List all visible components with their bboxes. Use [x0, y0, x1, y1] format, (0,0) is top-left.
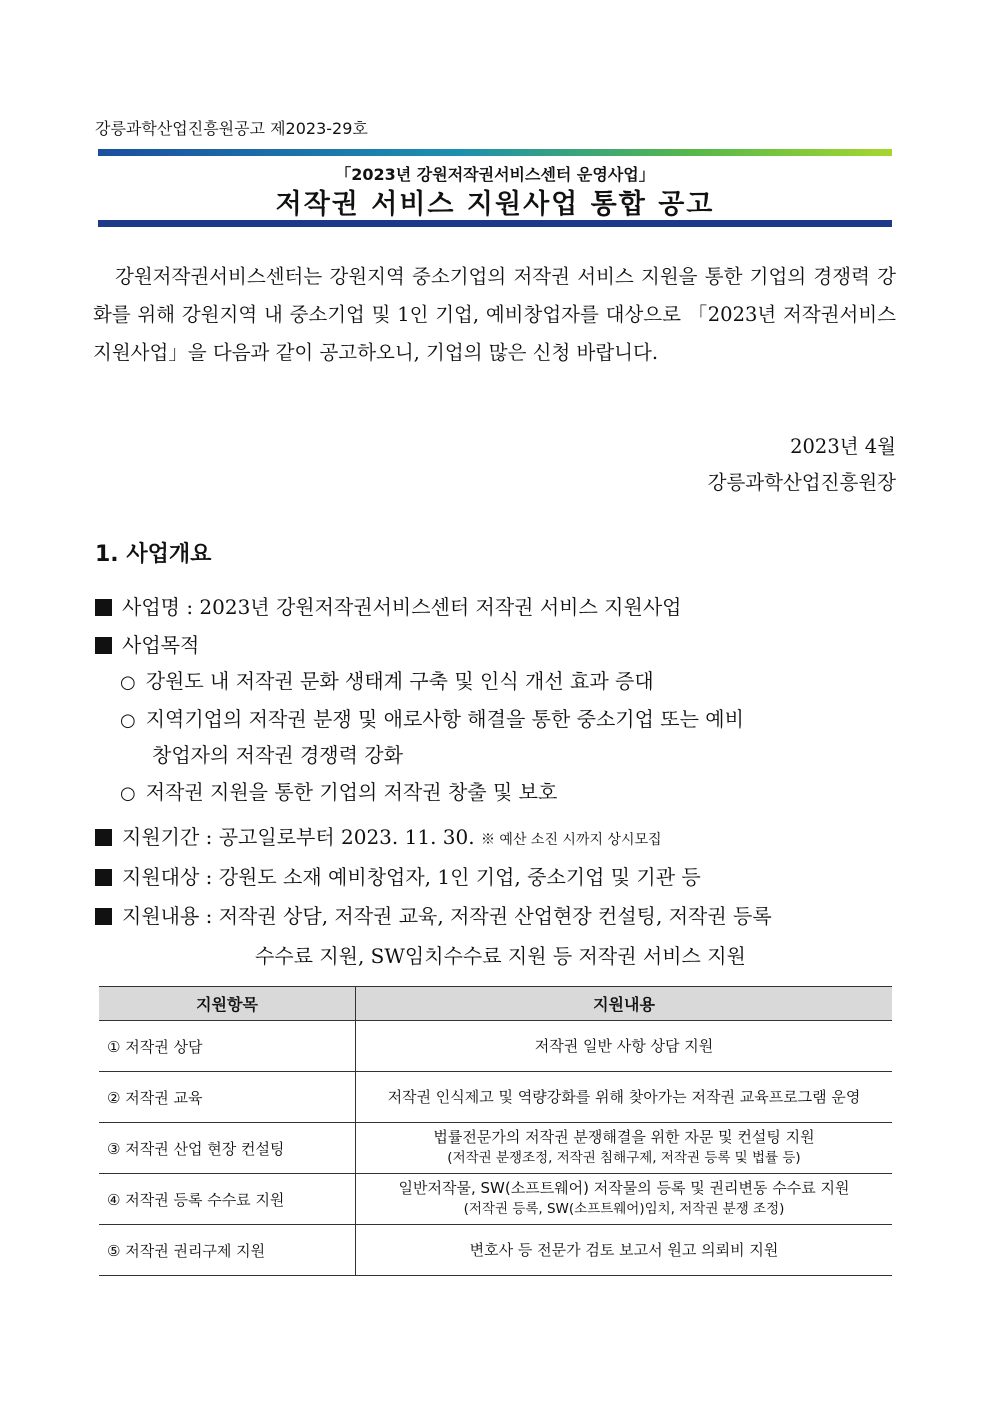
project-name	[95, 591, 681, 620]
square-bullet-icon	[95, 637, 112, 654]
purpose-item	[120, 665, 654, 694]
support-item-cell: ③ 저작권 산업 현장 컨설팅	[99, 1123, 356, 1174]
purpose-item	[120, 703, 744, 732]
table-row	[99, 1072, 892, 1123]
support-content-text: 지원내용 : 저작권 상담, 저작권 교육, 저작권 산업현장 컨설팅, 저작권 등록	[122, 904, 772, 928]
square-bullet-icon	[95, 908, 112, 925]
intro-paragraph: 강원저작권서비스센터는 강원지역 중소기업의 저작권 서비스 지원을 통한 기업의 경쟁력 강화를 위해 강원지역 내 중소기업 및 1인 기업, 예비창업자를 대상으로 「2023년 저작권서비스 지원사업」을 다음과 같이 공고하오니, 기업의 많은 신청 바랍니다.	[93, 265, 896, 364]
support-content-sub: (저작권 분쟁조정, 저작권 침해구제, 저작권 등록 및 법률 등)	[447, 1150, 801, 1166]
support-items-table	[99, 986, 892, 1276]
square-bullet-icon	[95, 599, 112, 616]
support-content-sub: (저작권 등록, SW(소프트웨어)임치, 저작권 분쟁 조정)	[463, 1201, 785, 1217]
square-bullet-icon	[95, 869, 112, 886]
square-bullet-icon	[95, 829, 112, 846]
circle-bullet-icon: ○	[120, 783, 136, 804]
support-content-main: 변호사 등 전문가 검토 보고서 원고 의뢰비 지원	[469, 1240, 779, 1259]
support-target	[95, 861, 701, 890]
support-content	[95, 900, 772, 929]
support-item-cell: ⑤ 저작권 권리구제 지원	[99, 1225, 356, 1276]
circle-bullet-icon: ○	[120, 672, 136, 693]
issuing-organization: 강릉과학산업진흥원장	[707, 471, 896, 494]
column-header-item: 지원항목	[99, 987, 356, 1021]
support-content-cell	[356, 1123, 893, 1174]
document-title: 저작권 서비스 지원사업 통합 공고	[275, 189, 715, 220]
purpose-item-text: 저작권 지원을 통한 기업의 저작권 창출 및 보호	[145, 780, 558, 804]
support-target-text: 지원대상 : 강원도 소재 예비창업자, 1인 기업, 중소기업 및 기관 등	[122, 865, 701, 889]
support-item-cell: ② 저작권 교육	[99, 1072, 356, 1123]
support-content-main: 일반저작물, SW(소프트웨어) 저작물의 등록 및 권리변동 수수료 지원	[398, 1179, 850, 1197]
support-content-cell	[356, 1225, 893, 1276]
purpose-item-continued: 창업자의 저작권 경쟁력 강화	[152, 743, 403, 767]
section-title: 1. 사업개요	[95, 542, 212, 567]
support-content-main: 법률전문가의 저작권 분쟁해결을 위한 자문 및 컨설팅 지원	[433, 1128, 815, 1146]
table-row	[99, 1123, 892, 1174]
support-item-cell: ④ 저작권 등록 수수료 지원	[99, 1174, 356, 1225]
support-content-continued: 수수료 지원, SW임치수수료 지원 등 저작권 서비스 지원	[255, 944, 746, 968]
header-gradient-bar	[98, 149, 892, 156]
support-period-text: 지원기간 : 공고일로부터 2023. 11. 30.	[122, 825, 475, 849]
support-content-main: 저작권 일반 사항 상담 지원	[534, 1036, 714, 1055]
support-content-main: 저작권 인식제고 및 역량강화를 위해 찾아가는 저작권 교육프로그램 운영	[387, 1087, 861, 1106]
project-name-text: 사업명 : 2023년 강원저작권서비스센터 저작권 서비스 지원사업	[122, 595, 682, 619]
table-row	[99, 1225, 892, 1276]
support-period-note: ※ 예산 소진 시까지 상시모집	[480, 832, 662, 848]
announcement-date: 2023년 4월	[790, 435, 896, 458]
purpose-item-text: 지역기업의 저작권 분쟁 및 애로사항 해결을 통한 중소기업 또는 예비	[145, 707, 744, 731]
announcement-number: 강릉과학산업진흥원공고 제2023-29호	[95, 119, 368, 138]
table-row	[99, 1021, 892, 1072]
purpose-item	[120, 776, 557, 805]
support-content-cell	[356, 1021, 893, 1072]
table-row	[99, 1174, 892, 1225]
support-item-cell: ① 저작권 상담	[99, 1021, 356, 1072]
header-bottom-bar	[98, 220, 892, 227]
support-content-cell	[356, 1174, 893, 1225]
support-content-cell	[356, 1072, 893, 1123]
document-subtitle: 「2023년 강원저작권서비스센터 운영사업」	[335, 165, 655, 184]
purpose-item-text: 강원도 내 저작권 문화 생태계 구축 및 인식 개선 효과 증대	[145, 669, 654, 693]
table-header-row	[99, 987, 892, 1021]
project-purpose	[95, 629, 199, 658]
column-header-content: 지원내용	[356, 987, 893, 1021]
project-purpose-label: 사업목적	[122, 633, 200, 657]
support-period	[95, 821, 662, 850]
circle-bullet-icon: ○	[120, 710, 136, 731]
